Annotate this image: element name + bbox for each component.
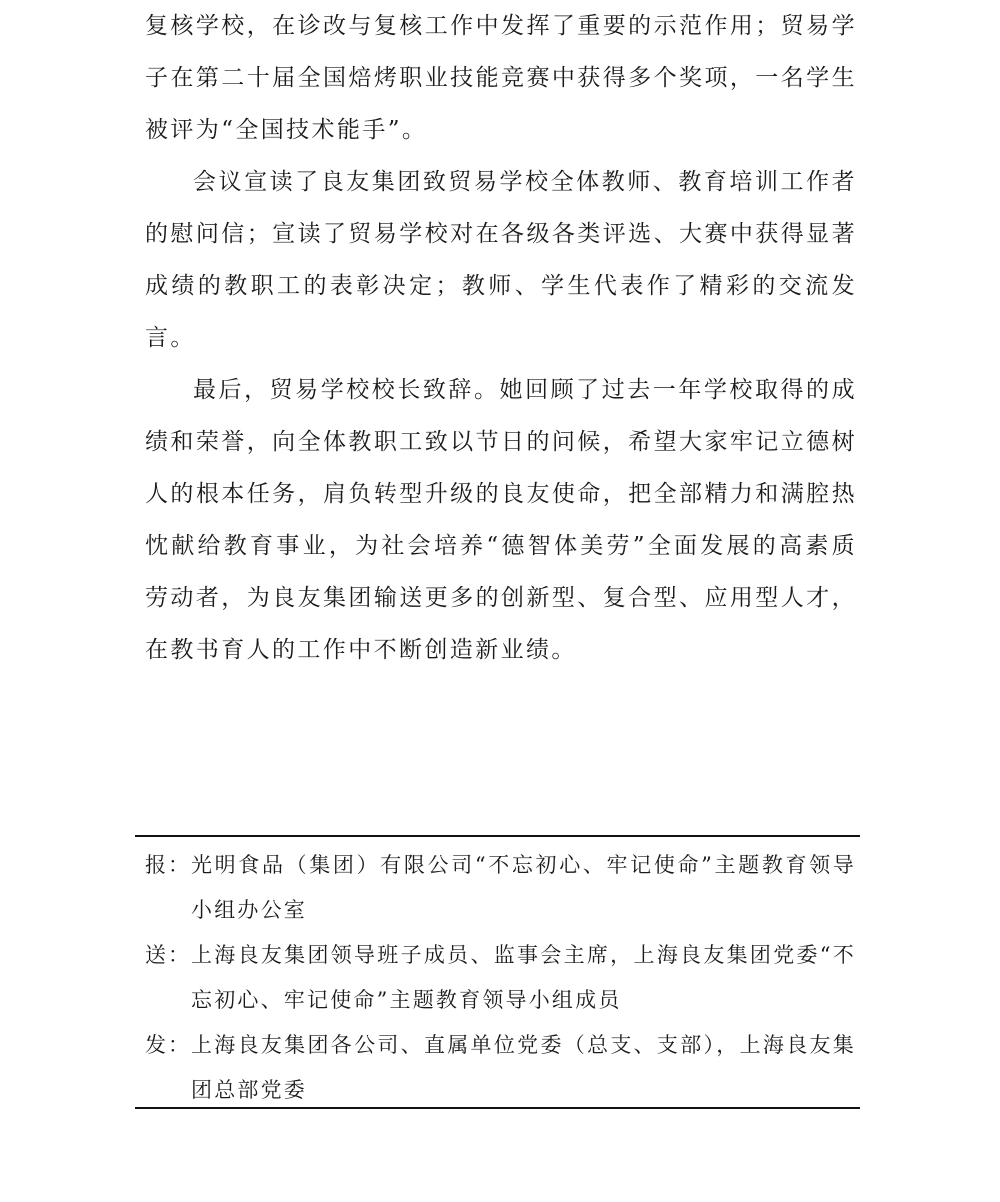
distribution-report-row (145, 843, 860, 933)
distribution-issue-row (145, 1023, 860, 1113)
send-label: 送： (145, 943, 191, 967)
distribution-block (135, 835, 860, 1109)
article-body (145, 0, 857, 676)
distribution-send-row (145, 933, 860, 1023)
issue-recipients: 上海良友集团各公司、直属单位党委（总支、支部），上海良友集团总部党委 (191, 1033, 856, 1102)
paragraph-principal-speech: 最后，贸易学校校长致辞。她回顾了过去一年学校取得的成绩和荣誉，向全体教职工致以节日的问候，希望大家牢记立德树人的根本任务，肩负转型升级的良友使命，把全部精力和满腔热忱献给教育事业，为社会培养“德智体美劳”全面发展的高素质劳动者，为良友集团输送更多的创新型、复合型、应用型人才，在教书育人的工作中不断创造新业绩。 (145, 377, 857, 663)
report-label: 报： (145, 853, 191, 877)
send-recipients: 上海良友集团领导班子成员、监事会主席，上海良友集团党委“不忘初心、牢记使命”主题教育领导小组成员 (191, 943, 856, 1012)
paragraph-meeting-readings: 会议宣读了良友集团致贸易学校全体教师、教育培训工作者的慰问信；宣读了贸易学校对在各级各类评选、大赛中获得显著成绩的教职工的表彰决定；教师、学生代表作了精彩的交流发言。 (145, 169, 857, 351)
report-recipients: 光明食品（集团）有限公司“不忘初心、牢记使命”主题教育领导小组办公室 (191, 853, 856, 922)
issue-label: 发： (145, 1033, 191, 1057)
paragraph-achievements: 复核学校，在诊改与复核工作中发挥了重要的示范作用；贸易学子在第二十届全国焙烤职业技能竞赛中获得多个奖项，一名学生被评为“全国技术能手”。 (145, 13, 857, 143)
